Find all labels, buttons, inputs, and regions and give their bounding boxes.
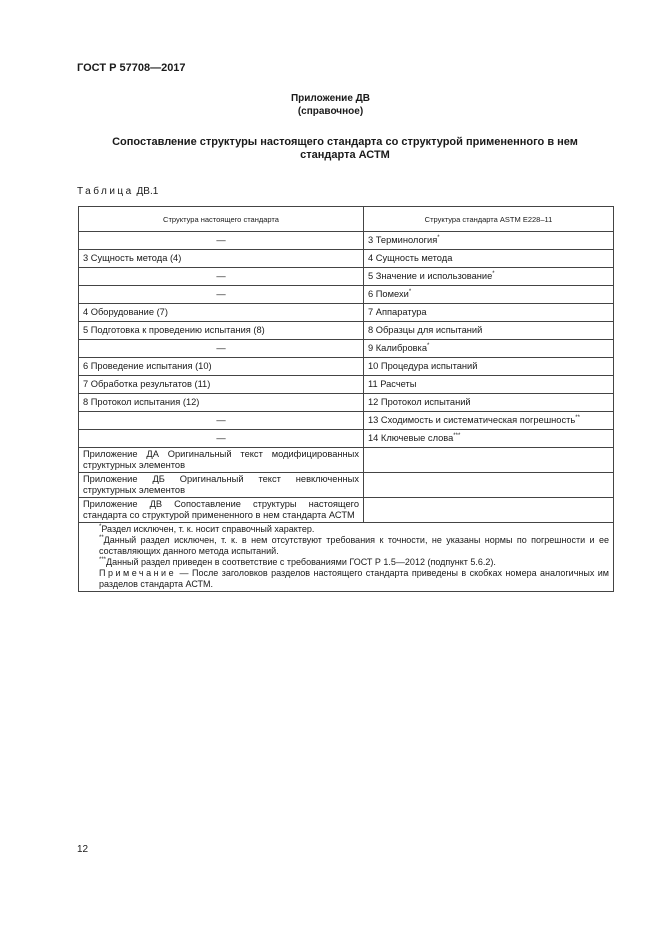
table-row [79,250,614,268]
footnotes-row [79,523,614,592]
footnote-mark: * [408,289,412,295]
footnote-3: ***Данный раздел приведен в соответствие с требованиями ГОСТ Р 1.5—2012 (подпункт 5.6.2). [99,557,496,567]
cell-this-standard: 7 Обработка результатов (11) [79,376,364,394]
cell-this-standard: — [79,340,364,358]
footnote-mark: * [427,343,430,349]
document-id: ГОСТ Р 57708—2017 [77,62,186,74]
column-header-astm-standard: Структура стандарта ASTM E228–11 [364,207,614,232]
table-row [79,448,614,473]
footnotes-cell [79,523,614,592]
table-row [79,473,614,498]
cell-astm-standard: 6 Помехи* [364,286,614,304]
table-row [79,304,614,322]
cell-this-standard: — [79,232,364,250]
appendix-title: Приложение ДВ [290,93,371,104]
table-caption [77,186,158,197]
cell-this-standard: Приложение ДА Оригинальный текст модифицированных структурных элементов [79,448,364,473]
table-row [79,498,614,523]
page-number: 12 [77,844,89,855]
footnote-1: *Раздел исключен, т. к. носит справочный характер. [99,524,315,534]
footnote-mark: * [437,235,440,241]
cell-this-standard: 3 Сущность метода (4) [79,250,364,268]
appendix-subtitle: (справочное) [297,106,364,117]
cell-astm-standard [364,448,614,473]
cell-astm-standard [364,498,614,523]
cell-this-standard: Приложение ДБ Оригинальный текст невключенных структурных элементов [79,473,364,498]
table-caption-number: ДВ.1 [136,186,159,197]
cell-astm-standard: 13 Сходимость и систематическая погрешность** [364,412,614,430]
cell-astm-standard: 5 Значение и использование* [364,268,614,286]
cell-astm-standard: 8 Образцы для испытаний [364,322,614,340]
footnote-mark: * [492,271,495,277]
table-row [79,376,614,394]
cell-this-standard: — [79,286,364,304]
table-row [79,340,614,358]
cell-astm-standard: 4 Сущность метода [364,250,614,268]
footnote-mark: ** [575,415,580,421]
cell-astm-standard: 9 Калибровка* [364,340,614,358]
cell-astm-standard: 12 Протокол испытаний [364,394,614,412]
table-row [79,232,614,250]
footnote-2: **Данный раздел исключен, т. к. в нем отсутствуют требования к точности, не указаны нормы по погрешности и ее составляющих данного метода испытаний. [99,535,609,556]
table-row [79,286,614,304]
cell-this-standard: — [79,268,364,286]
column-header-this-standard: Структура настоящего стандарта [79,207,364,232]
comparison-table [78,206,614,592]
table-row [79,358,614,376]
table-note: Примечание — После заголовков разделов настоящего стандарта приведены в скобках номера аналогичных им разделов стандарта АСТМ. [99,568,609,589]
table-caption-word: Таблица [77,186,134,197]
table-row [79,322,614,340]
cell-this-standard: 6 Проведение испытания (10) [79,358,364,376]
cell-astm-standard: 14 Ключевые слова*** [364,430,614,448]
table-row [79,268,614,286]
table-row [79,412,614,430]
cell-this-standard: 5 Подготовка к проведению испытания (8) [79,322,364,340]
table-row [79,430,614,448]
cell-this-standard: Приложение ДВ Сопоставление структуры настоящего стандарта со структурой примененного в нем стандарта АСТМ [79,498,364,523]
cell-this-standard: — [79,412,364,430]
cell-astm-standard: 11 Расчеты [364,376,614,394]
cell-this-standard: — [79,430,364,448]
cell-this-standard: 8 Протокол испытания (12) [79,394,364,412]
table-body [79,232,614,523]
appendix-heading: Сопоставление структуры настоящего стандарта со структурой примененного в нем стандарта АСТМ [112,136,578,161]
cell-astm-standard: 3 Терминология* [364,232,614,250]
footnote-mark: *** [453,433,461,439]
table-row [79,394,614,412]
table-header-row [79,207,614,232]
cell-astm-standard: 7 Аппаратура [364,304,614,322]
cell-astm-standard [364,473,614,498]
cell-astm-standard: 10 Процедура испытаний [364,358,614,376]
cell-this-standard: 4 Оборудование (7) [79,304,364,322]
